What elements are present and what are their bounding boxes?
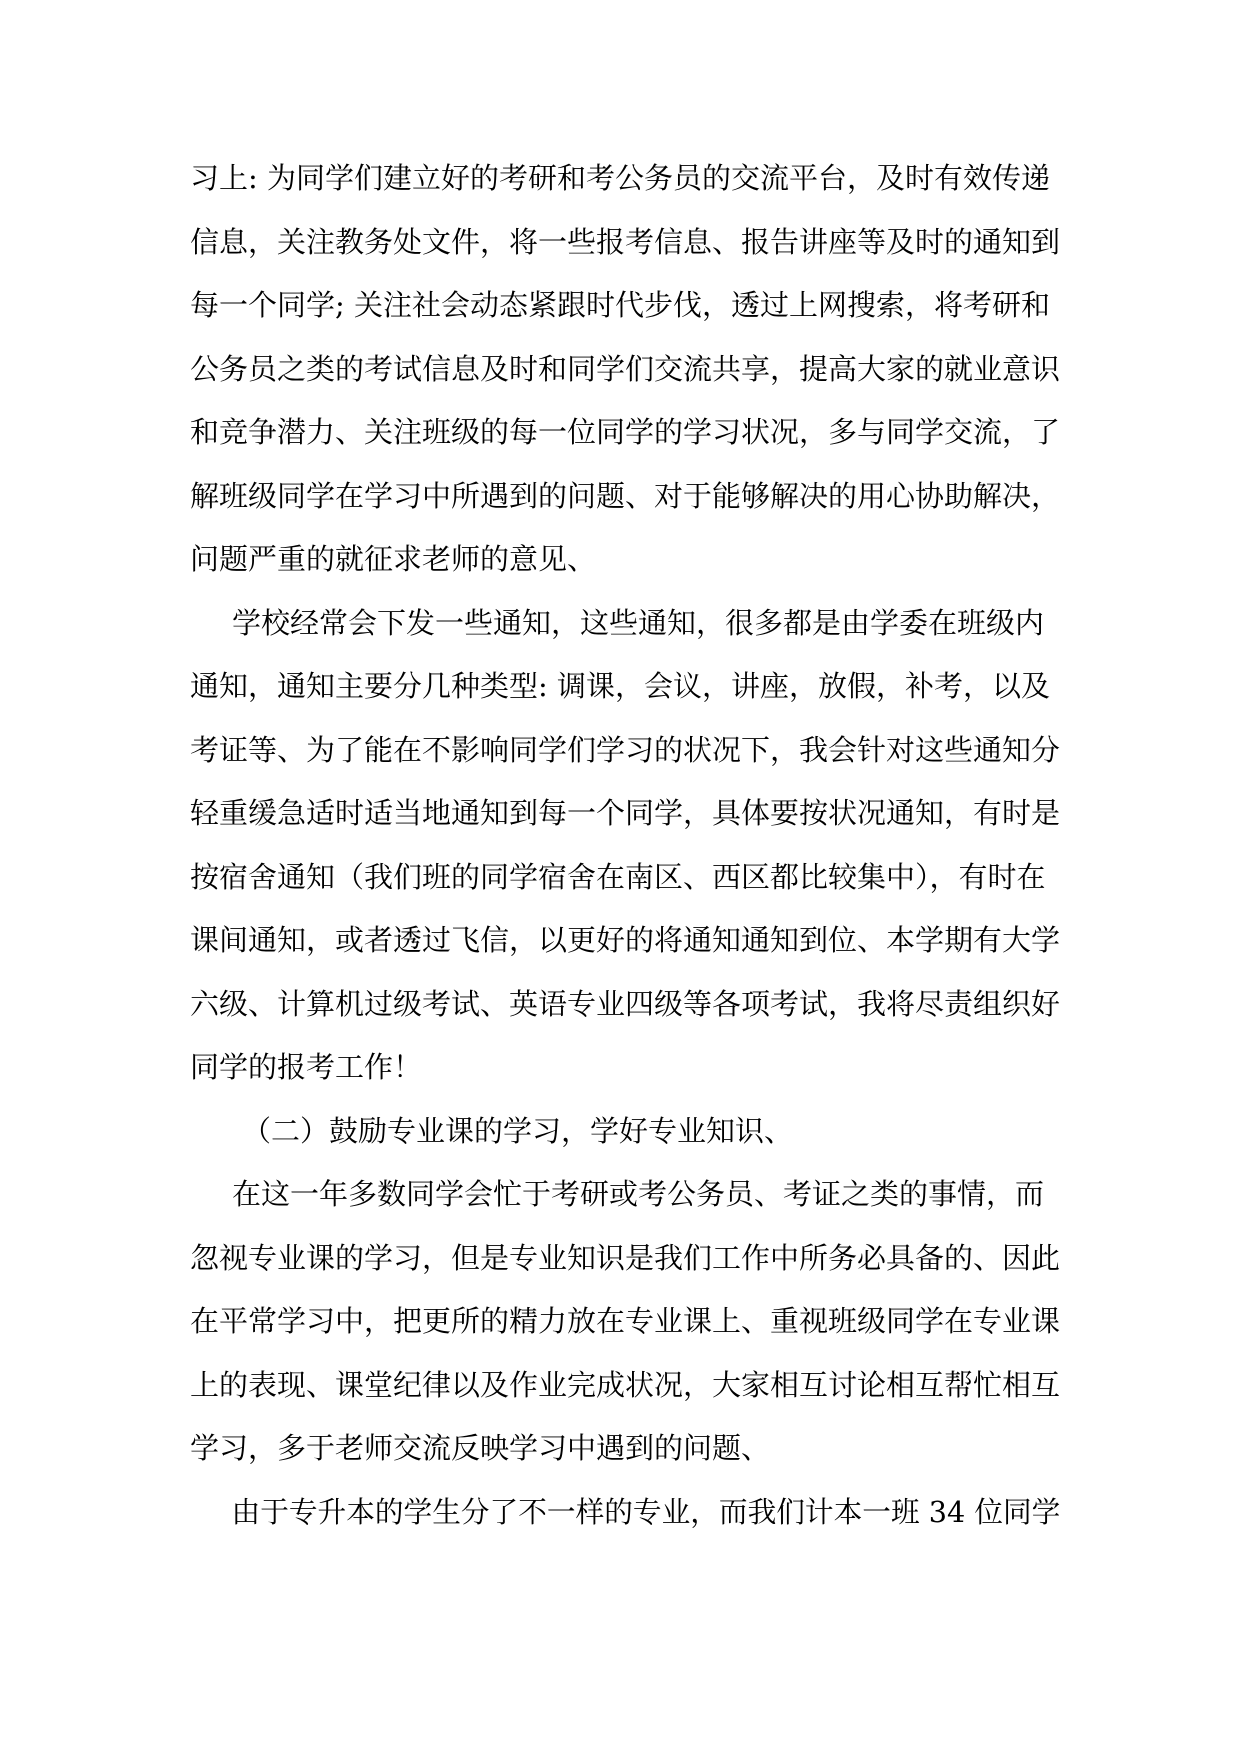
section-heading: （二）鼓励专业课的学习，学好专业知识、	[242, 1113, 794, 1148]
text-line: 和竞争潜力、关注班级的每一位同学的学习状况，多与同学交流，了	[190, 415, 1061, 449]
text-line: 习上: 为同学们建立好的考研和考公务员的交流平台，及时有效传递	[190, 161, 1050, 195]
text-line: 问题严重的就征求老师的意见、	[190, 542, 597, 576]
paragraph-start-line: 由于专升本的学生分了不一样的专业，而我们计本一班 34 位同学	[231, 1494, 1061, 1529]
text-line: 信息，关注教务处文件，将一些报考信息、报告讲座等及时的通知到	[190, 224, 1061, 259]
text-line: 课间通知，或者透过飞信，以更好的将通知通知到位、本学期有大学	[190, 923, 1061, 957]
text-line: 在平常学习中，把更所的精力放在专业课上、重视班级同学在专业课	[190, 1304, 1061, 1338]
text-line: 六级、计算机过级考试、英语专业四级等各项考试，我将尽责组织好	[190, 986, 1061, 1021]
text-line: 按宿舍通知（我们班的同学宿舍在南区、西区都比较集中），有时在	[190, 859, 1046, 894]
paragraph-start-line: 学校经常会下发一些通知，这些通知，很多都是由学委在班级内	[232, 605, 1045, 640]
text-line: 同学的报考工作！	[190, 1050, 423, 1084]
text-line: 公务员之类的考试信息及时和同学们交流共享，提高大家的就业意识	[190, 351, 1061, 386]
text-line: 解班级同学在学习中所遇到的问题、对于能够解决的用心协助解决，	[190, 478, 1061, 513]
text-line: 通知，通知主要分几种类型: 调课，会议，讲座，放假，补考，以及	[190, 669, 1050, 703]
text-line: 考证等、为了能在不影响同学们学习的状况下，我会针对这些通知分	[190, 732, 1061, 767]
text-line: 上的表现、课堂纪律以及作业完成状况，大家相互讨论相互帮忙相互	[190, 1367, 1061, 1402]
text-line: 轻重缓急适时适当地通知到每一个同学，具体要按状况通知，有时是	[190, 796, 1061, 830]
paragraph-start-line: 在这一年多数同学会忙于考研或考公务员、考证之类的事情，而	[232, 1177, 1045, 1211]
text-line: 忽视专业课的学习，但是专业知识是我们工作中所务必具备的、因此	[190, 1240, 1061, 1275]
text-line: 每一个同学; 关注社会动态紧跟时代步伐，透过上网搜索，将考研和	[190, 288, 1050, 322]
text-line: 学习，多于老师交流反映学习中遇到的问题、	[190, 1431, 771, 1465]
body-text	[190, 158, 1060, 1555]
